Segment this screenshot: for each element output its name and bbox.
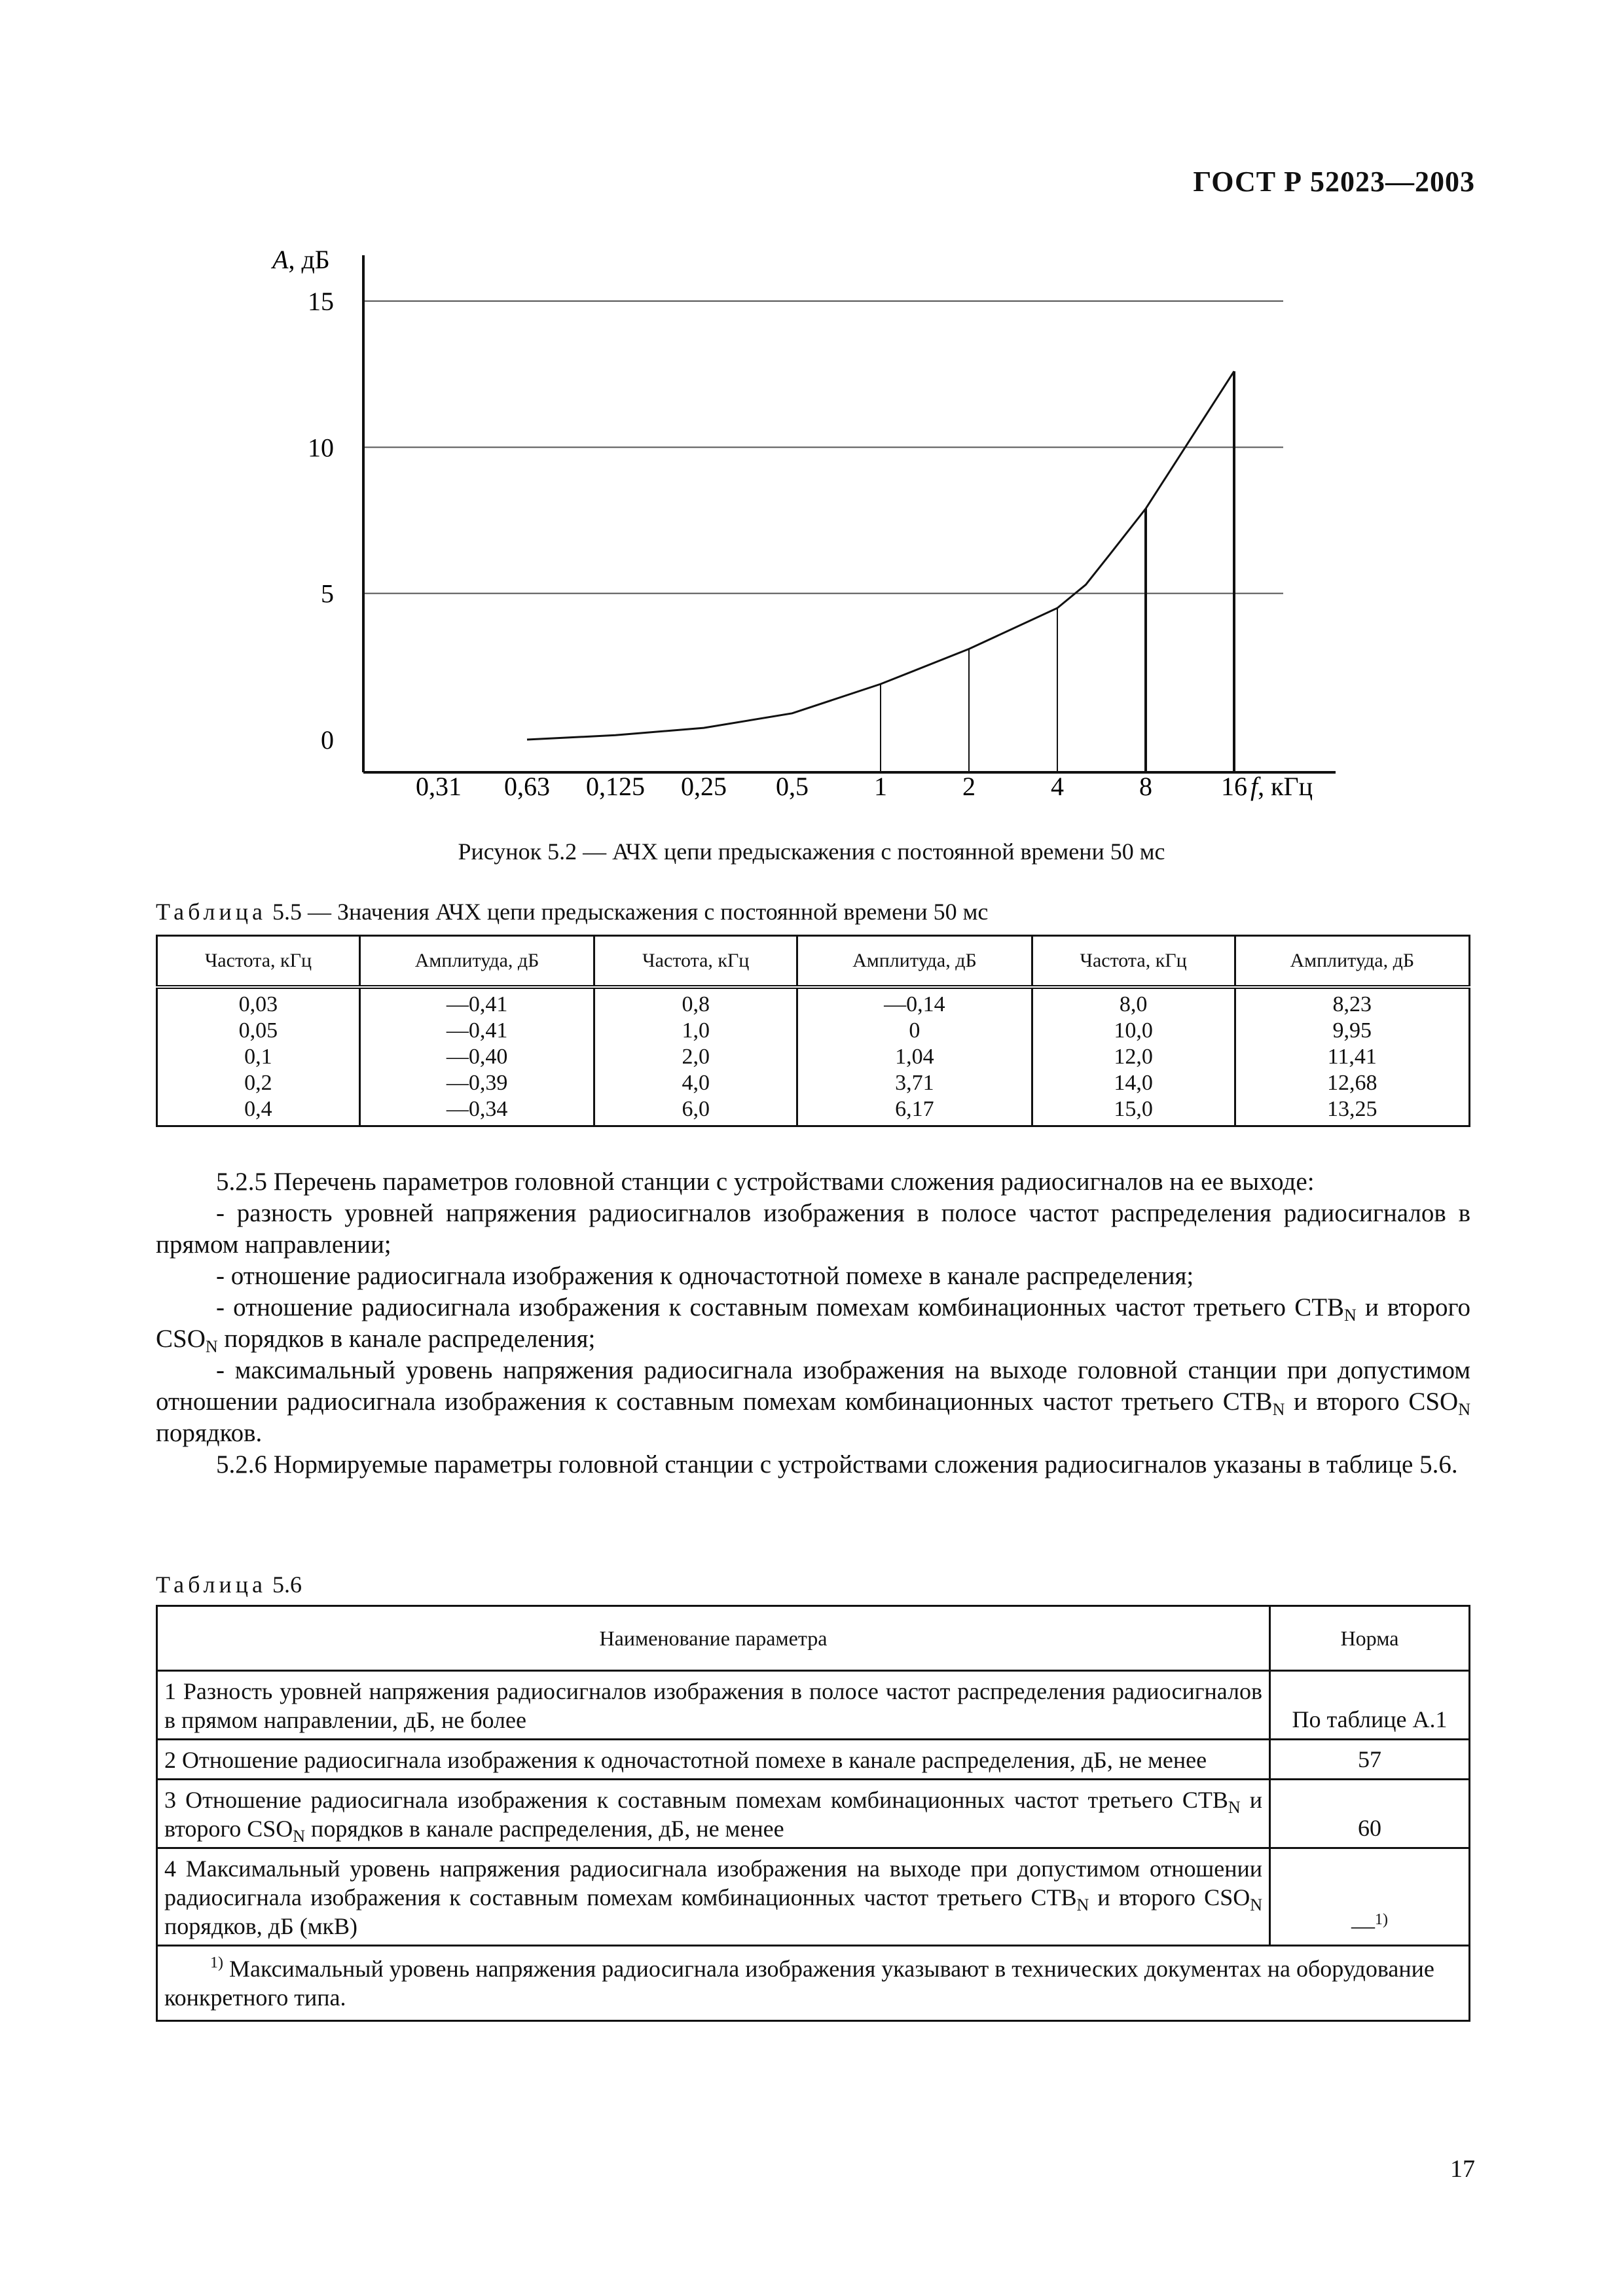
x-tick-label-8: 8 [1139, 772, 1152, 801]
text-run: 4 Максимальный уровень напряжения радиосигнала изображения на выходе при допустимом отношении радиосигнала изображения к составным помехам комбинационных частот третьего CTB [164, 1856, 1262, 1910]
column-frequency-3 [1032, 987, 1235, 1126]
table-cell: —0,14 [884, 992, 945, 1016]
x-axis-unit: , кГц [1258, 772, 1313, 801]
param-3-norm: 60 [1270, 1780, 1470, 1848]
table-cell: 0,8 [682, 992, 710, 1016]
list-item-single-tone: - отношение радиосигнала изображения к одночастотной помехе в канале распределения; [216, 1262, 1194, 1290]
table-cell: 11,41 [1327, 1045, 1377, 1069]
header-amplitude-1: Амплитуда, дБ [359, 936, 594, 988]
x-tick-label-2: 0,125 [586, 772, 645, 801]
table-cell: 14,0 [1114, 1071, 1153, 1095]
subscript-n: N [1228, 1798, 1241, 1817]
table-5-5-word: Таблица [156, 899, 266, 925]
y-tick-label-0: 0 [321, 725, 334, 755]
table-cell: 15,0 [1114, 1097, 1153, 1121]
param-2-norm: 57 [1270, 1740, 1470, 1780]
table-cell: 10,0 [1114, 1018, 1153, 1043]
table-5-5-title [156, 898, 988, 925]
subscript-n: N [1344, 1306, 1357, 1325]
table-cell: 0,2 [244, 1071, 272, 1095]
subscript-n: N [1250, 1895, 1262, 1914]
table-cell: 0,05 [238, 1018, 278, 1043]
column-amplitude-2 [797, 987, 1032, 1126]
text-run: - максимальный уровень напряжения радиосигнала изображения на выходе головной станции при допустимом отношении радиосигнала изображения к составным помехам комбинационных частот третьего CTB [156, 1356, 1470, 1416]
table-5-5-header-row [157, 936, 1470, 988]
x-tick-label-1: 0,63 [504, 772, 550, 801]
table-cell: 8,0 [1119, 992, 1148, 1016]
text-run: 3 Отношение радиосигнала изображения к составным помехам комбинационных частот третьего CTB [164, 1787, 1228, 1813]
table-5-6 [156, 1605, 1470, 2022]
y-tick-labels [308, 287, 334, 755]
header-norm: Норма [1270, 1606, 1470, 1671]
y-axis-label [270, 245, 330, 274]
column-frequency-2 [594, 987, 797, 1126]
table-cell: 1,04 [895, 1045, 934, 1069]
norm-dash: — [1351, 1912, 1375, 1939]
x-tick-labels [416, 772, 1247, 801]
text-run: и второго CSO [156, 1293, 1470, 1353]
frequency-response-chart [249, 236, 1375, 857]
text-run: и второго CSO [1285, 1388, 1459, 1416]
text-run: и второго CSO [164, 1787, 1263, 1842]
column-frequency-1 [157, 987, 360, 1126]
table-footnote [157, 1946, 1470, 2021]
y-axis-symbol: A [272, 245, 289, 274]
table-footnote-row [157, 1946, 1470, 2021]
x-tick-label-0: 0,31 [416, 772, 462, 801]
subscript-n: N [1076, 1895, 1089, 1914]
table-cell: 6,17 [895, 1097, 934, 1121]
table-5-6-header-row [157, 1606, 1470, 1671]
table-cell: 2,0 [682, 1045, 710, 1069]
x-tick-label-7: 4 [1051, 772, 1064, 801]
column-amplitude-3 [1235, 987, 1470, 1126]
table-cell: 0,03 [238, 992, 278, 1016]
param-4-name [157, 1848, 1270, 1946]
subscript-n: N [293, 1827, 306, 1846]
table-5-6-title-rest: 5.6 [266, 1571, 302, 1598]
x-tick-label-9: 16 [1221, 772, 1247, 801]
table-cell: 0 [909, 1018, 921, 1043]
x-tick-label-6: 2 [962, 772, 976, 801]
text-run: порядков в канале распределения, дБ, не менее [305, 1816, 784, 1842]
response-curve-line [527, 371, 1234, 740]
table-cell: 3,71 [895, 1071, 934, 1095]
subscript-n: N [205, 1337, 218, 1356]
y-tick-label-15: 15 [308, 287, 334, 316]
table-cell: 1,0 [682, 1018, 710, 1043]
table-row [157, 1848, 1470, 1946]
table-cell: —0,39 [446, 1071, 508, 1095]
table-row [157, 1780, 1470, 1848]
table-5-5-title-rest: 5.5 — Значения АЧХ цепи предыскажения с постоянной времени 50 мс [266, 899, 989, 925]
figure-caption: Рисунок 5.2 — АЧХ цепи предыскажения с постоянной времени 50 мс [458, 838, 1165, 865]
param-4-norm [1270, 1848, 1470, 1946]
text-run: порядков в канале распределения; [217, 1325, 596, 1353]
x-tick-label-3: 0,25 [681, 772, 727, 801]
y-axis-unit: , дБ [288, 245, 330, 274]
table-cell: 0,1 [244, 1045, 272, 1069]
text-run: порядков. [156, 1419, 263, 1447]
table-cell: 12,0 [1114, 1045, 1153, 1069]
list-item-max-level [156, 1355, 1470, 1449]
table-cell: 6,0 [682, 1097, 710, 1121]
page-number: 17 [1450, 2155, 1475, 2183]
header-parameter-name: Наименование параметра [157, 1606, 1270, 1671]
table-cell: 12,68 [1327, 1071, 1377, 1095]
header-frequency-1: Частота, кГц [157, 936, 360, 988]
table-cell: 9,95 [1332, 1018, 1372, 1043]
paragraph-5-2-6: 5.2.6 Нормируемые параметры головной станции с устройствами сложения радиосигналов указаны в таблице 5.6. [216, 1450, 1458, 1479]
x-tick-label-5: 1 [874, 772, 887, 801]
param-1-name: 1 Разность уровней напряжения радиосигналов изображения в полосе частот распределения радиосигналов в прямом направлении, дБ, не более [157, 1671, 1270, 1740]
column-amplitude-1 [359, 987, 594, 1126]
table-cell: —0,41 [446, 1018, 508, 1043]
table-cell: 8,23 [1332, 992, 1372, 1016]
document-id-header: ГОСТ Р 52023—2003 [1193, 166, 1475, 198]
list-item-level-difference: - разность уровней напряжения радиосигналов изображения в полосе частот распределения радиосигналов в прямом направлении; [156, 1199, 1470, 1259]
table-cell: —0,41 [446, 992, 508, 1016]
table-cell: —0,40 [446, 1045, 508, 1069]
table-5-5-data-row [157, 987, 1470, 1126]
header-frequency-3: Частота, кГц [1032, 936, 1235, 988]
text-run: порядков, дБ (мкВ) [164, 1913, 358, 1939]
text-run: и второго CSO [1089, 1884, 1250, 1910]
table-row [157, 1671, 1470, 1740]
header-amplitude-3: Амплитуда, дБ [1235, 936, 1470, 988]
text-run: - отношение радиосигнала изображения к составным помехам комбинационных частот третьего CTB [216, 1293, 1345, 1321]
paragraph-5-2-5: 5.2.5 Перечень параметров головной станции с устройствами сложения радиосигналов на ее выходе: [216, 1168, 1315, 1196]
table-5-5 [156, 935, 1470, 1127]
footnote-text: Максимальный уровень напряжения радиосигнала изображения указывают в технических документах на оборудование конкретного типа. [164, 1956, 1434, 2011]
param-2-name: 2 Отношение радиосигнала изображения к одночастотной помехе в канале распределения, дБ, не менее [157, 1740, 1270, 1780]
param-1-norm: По таблице А.1 [1270, 1671, 1470, 1740]
table-5-6-title [156, 1571, 302, 1598]
y-tick-label-10: 10 [308, 433, 334, 463]
chart-drop-lines [881, 371, 1234, 772]
table-cell: 4,0 [682, 1071, 710, 1095]
param-3-name [157, 1780, 1270, 1848]
y-tick-label-5: 5 [321, 579, 334, 609]
table-cell: —0,34 [446, 1097, 508, 1121]
table-5-6-word: Таблица [156, 1571, 266, 1598]
table-cell: 0,4 [244, 1097, 272, 1121]
x-axis-label [1250, 772, 1313, 801]
table-row [157, 1740, 1470, 1780]
table-cell: 13,25 [1327, 1097, 1377, 1121]
list-item-composite [156, 1292, 1470, 1355]
footnote-ref: 1) [1375, 1911, 1388, 1928]
footnote-mark: 1) [210, 1954, 223, 1971]
header-amplitude-2: Амплитуда, дБ [797, 936, 1032, 988]
x-tick-label-4: 0,5 [776, 772, 809, 801]
x-axis-symbol: f [1250, 772, 1258, 801]
subscript-n: N [1272, 1400, 1285, 1419]
section-body [156, 1166, 1470, 1480]
header-frequency-2: Частота, кГц [594, 936, 797, 988]
subscript-n: N [1458, 1400, 1470, 1419]
